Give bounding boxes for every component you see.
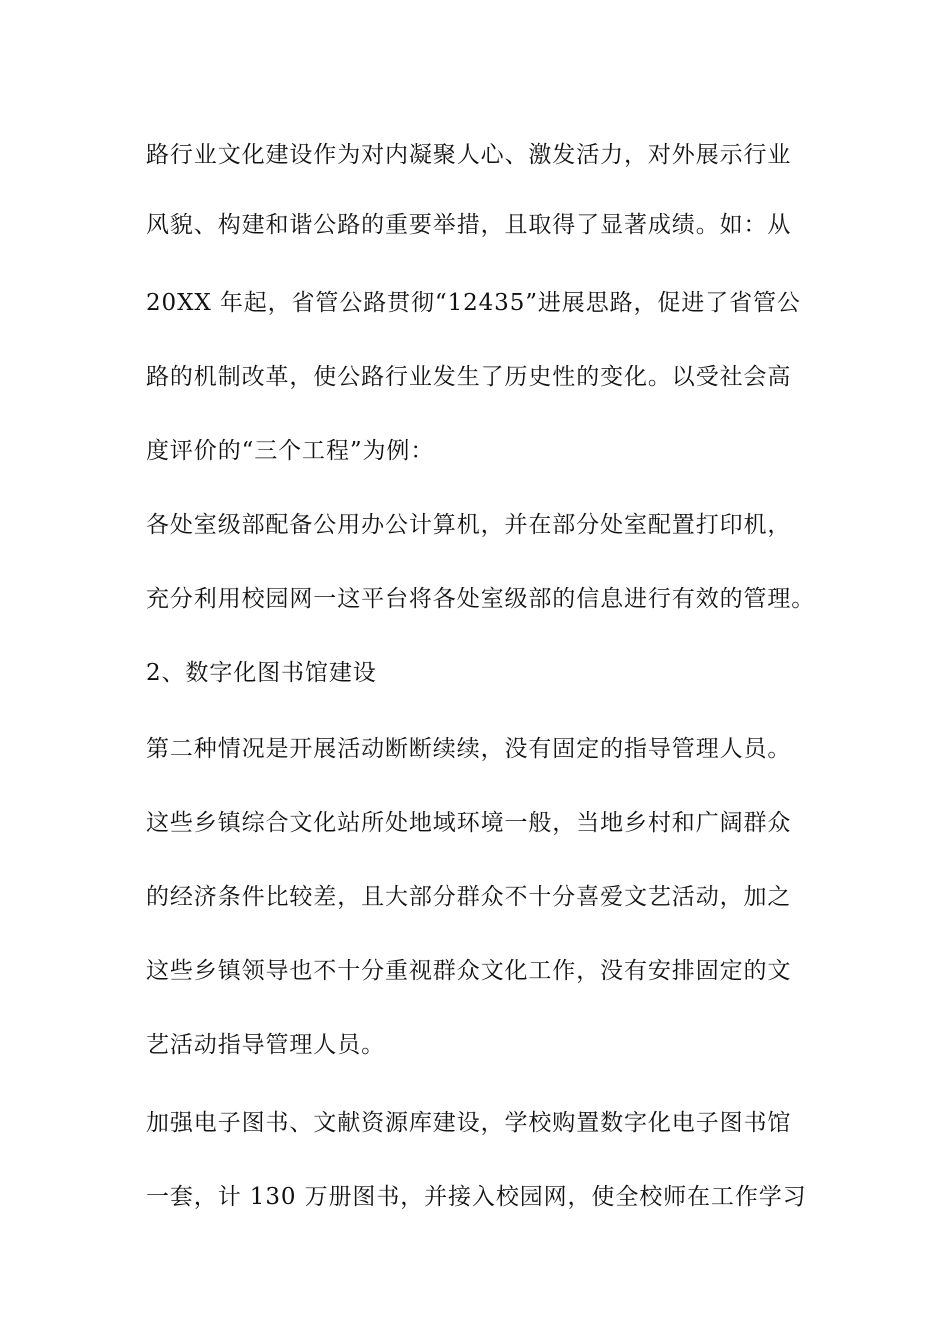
text-line-12: 这些乡镇领导也不十分重视群众文化工作，没有安排固定的文 — [146, 958, 792, 984]
text-line-2: 风貌、构建和谐公路的重要举措，且取得了显著成绩。如：从 — [146, 212, 792, 238]
section-heading: 2、数字化图书馆建设 — [146, 660, 377, 686]
text-line-6: 各处室级部配备公用办公计算机，并在部分处室配置打印机， — [146, 512, 792, 538]
text-line-5: 度评价的“三个工程”为例： — [146, 438, 435, 464]
text-line-9: 第二种情况是开展活动断断续续，没有固定的指导管理人员。 — [146, 736, 792, 762]
text-line-4: 路的机制改革，使公路行业发生了历史性的变化。以受社会高 — [146, 364, 792, 390]
text-line-14: 加强电子图书、文献资源库建设，学校购置数字化电子图书馆 — [146, 1110, 792, 1136]
text-line-11: 的经济条件比较差，且大部分群众不十分喜爱文艺活动，加之 — [146, 884, 792, 910]
text-line-1: 路行业文化建设作为对内凝聚人心、激发活力，对外展示行业 — [146, 142, 792, 168]
text-line-7: 充分利用校园网一这平台将各处室级部的信息进行有效的管理。 — [146, 586, 816, 612]
text-line-15: 一套，计 130 万册图书，并接入校园网，使全校师在工作学习 — [146, 1184, 807, 1210]
text-line-13: 艺活动指导管理人员。 — [146, 1032, 385, 1058]
text-line-3: 20XX 年起，省管公路贯彻“12435”进展思路，促进了省管公 — [146, 290, 801, 316]
text-line-10: 这些乡镇综合文化站所处地域环境一般，当地乡村和广阔群众 — [146, 810, 792, 836]
